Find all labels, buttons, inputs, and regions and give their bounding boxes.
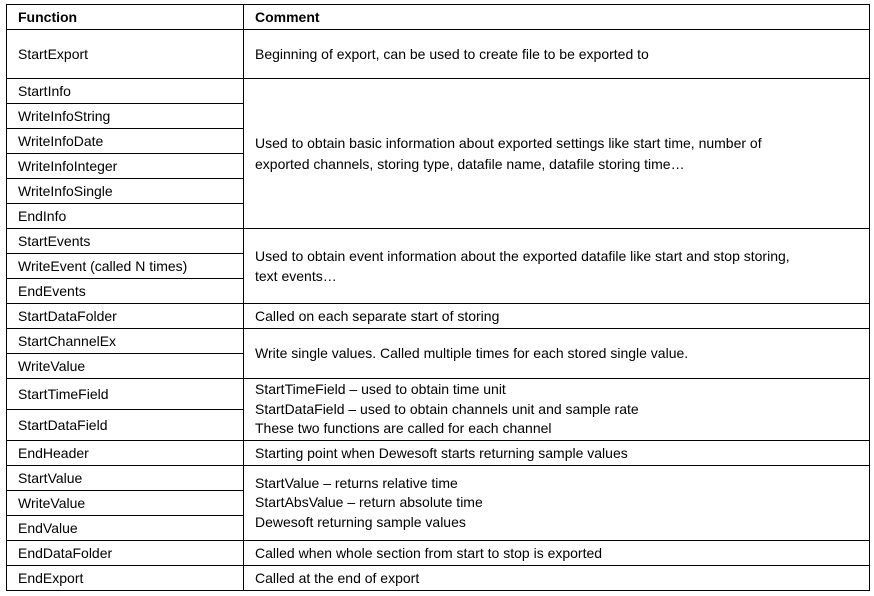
comment-text: Called at the end of export bbox=[255, 569, 420, 586]
table-row bbox=[7, 541, 870, 566]
function-cell: WriteInfoSingle bbox=[7, 179, 244, 204]
comment-text: Called on each separate start of storing bbox=[255, 307, 500, 324]
comment-cell bbox=[244, 466, 870, 541]
comment-cell bbox=[244, 379, 870, 441]
function-cell: EndEvents bbox=[7, 279, 244, 304]
function-cell: StartValue bbox=[7, 466, 244, 491]
function-cell: WriteEvent (called N times) bbox=[7, 254, 244, 279]
function-cell: WriteValue bbox=[7, 491, 244, 516]
function-cell: StartEvents bbox=[7, 229, 244, 254]
comment-text: Starting point when Dewesoft starts returning sample values bbox=[255, 444, 628, 461]
comment-cell bbox=[244, 30, 870, 79]
comment-cell bbox=[244, 566, 870, 591]
comment-text: StartDataField – used to obtain channels unit and sample rate bbox=[255, 400, 639, 417]
table-row bbox=[7, 30, 870, 79]
comment-text: These two functions are called for each channel bbox=[255, 420, 552, 437]
comment-cell bbox=[244, 441, 870, 466]
comment-text: StartTimeField – used to obtain time unit bbox=[255, 381, 506, 398]
function-cell: WriteInfoDate bbox=[7, 129, 244, 154]
table-row bbox=[7, 441, 870, 466]
function-cell: EndInfo bbox=[7, 204, 244, 229]
function-cell: EndExport bbox=[7, 566, 244, 591]
function-cell: WriteValue bbox=[7, 354, 244, 379]
comment-text: Called when whole section from start to stop is exported bbox=[255, 544, 603, 561]
table-row bbox=[7, 304, 870, 329]
function-cell: StartDataFolder bbox=[7, 304, 244, 329]
function-cell: WriteInfoInteger bbox=[7, 154, 244, 179]
table-header-row bbox=[7, 5, 870, 30]
function-cell: EndHeader bbox=[7, 441, 244, 466]
comment-text: StartValue – returns relative time bbox=[255, 474, 458, 491]
header-comment: Comment bbox=[244, 5, 870, 30]
comment-text: Used to obtain basic information about exported settings like start time, number of bbox=[255, 135, 762, 152]
comment-cell bbox=[244, 541, 870, 566]
function-cell: StartExport bbox=[7, 30, 244, 79]
comment-text: Used to obtain event information about the exported datafile like start and stop storing, bbox=[255, 247, 790, 264]
comment-text: StartAbsValue – return absolute time bbox=[255, 494, 483, 511]
function-cell: EndDataFolder bbox=[7, 541, 244, 566]
table-row bbox=[7, 566, 870, 591]
comment-cell bbox=[244, 229, 870, 304]
table-row bbox=[7, 379, 870, 410]
table-row bbox=[7, 79, 870, 104]
function-cell: StartDataField bbox=[7, 410, 244, 441]
table-row bbox=[7, 466, 870, 491]
export-functions-table bbox=[6, 4, 870, 591]
function-cell: WriteInfoString bbox=[7, 104, 244, 129]
comment-cell bbox=[244, 79, 870, 229]
comment-text: Dewesoft returning sample values bbox=[255, 513, 466, 530]
table-row bbox=[7, 329, 870, 354]
table-row bbox=[7, 229, 870, 254]
function-cell: EndValue bbox=[7, 516, 244, 541]
header-function: Function bbox=[7, 5, 244, 30]
function-cell: StartInfo bbox=[7, 79, 244, 104]
comment-text: exported channels, storing type, datafile name, datafile storing time… bbox=[255, 155, 685, 172]
comment-text: Write single values. Called multiple times for each stored single value. bbox=[255, 345, 689, 362]
comment-cell bbox=[244, 304, 870, 329]
comment-text: Beginning of export, can be used to create file to be exported to bbox=[255, 45, 649, 62]
comment-cell bbox=[244, 329, 870, 379]
function-cell: StartTimeField bbox=[7, 379, 244, 410]
comment-text: text events… bbox=[255, 268, 337, 284]
function-cell: StartChannelEx bbox=[7, 329, 244, 354]
